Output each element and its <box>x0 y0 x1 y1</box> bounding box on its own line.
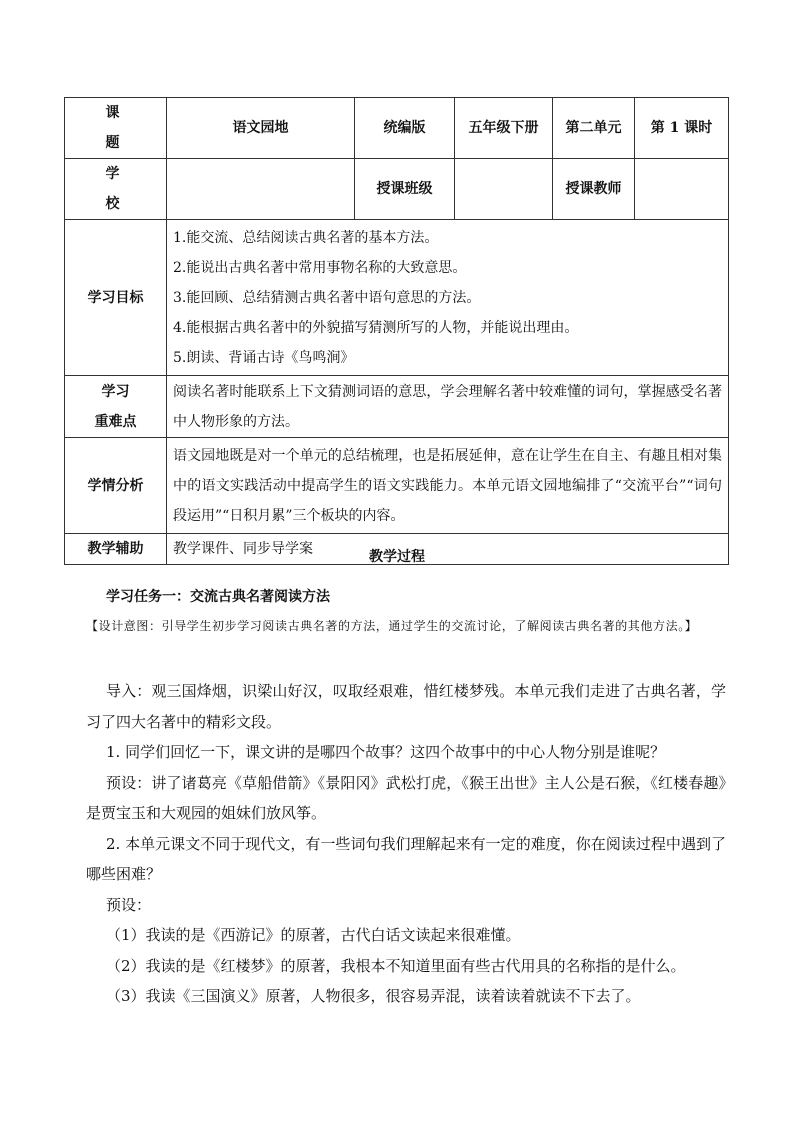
paragraph-answer-3: （3）我读《三国演义》原著，人物很多，很容易弄混，读着读着就读不下去了。 <box>106 987 641 1005</box>
paragraph-intro: 导入：观三国烽烟，识梁山好汉，叹取经艰难，惜红楼梦残。本单元我们走进了古典名著，学习了四大名著中的精彩文段。 <box>86 682 726 731</box>
goals-content <box>167 220 729 376</box>
aids-text: 教学课件、同步导学案 <box>167 534 729 565</box>
school-label: 学 校 <box>65 159 167 220</box>
grade-value: 五年级下册 <box>455 98 553 159</box>
key-points-label-line1: 学习 <box>101 383 130 400</box>
table-row-topic <box>65 98 729 159</box>
goal-item-2: 2.能说出古典名著中常用事物名称的大致意思。 <box>173 259 467 276</box>
design-intent: 【设计意图：引导学生初步学习阅读古典名著的方法，通过学生的交流讨论，了解阅读古典名著的其他方法。】 <box>86 619 698 633</box>
class-value <box>455 159 553 220</box>
paragraph-answer-1: （1）我读的是《西游记》的原著，古代白话文读起来很难懂。 <box>106 926 521 944</box>
lesson-info-table <box>64 97 729 565</box>
goal-item-3: 3.能回顾、总结猜测古典名著中语句意思的方法。 <box>173 289 481 306</box>
key-points-label-line2: 重难点 <box>94 413 137 430</box>
paragraph-question-1: 1. 同学们回忆一下，课文讲的是哪四个故事？这四个故事中的中心人物分别是谁呢？ <box>106 743 666 761</box>
task1-title: 学习任务一：交流古典名著阅读方法 <box>106 589 330 605</box>
topic-label: 课 题 <box>65 98 167 159</box>
analysis-label: 学情分析 <box>65 438 167 534</box>
table-row-analysis <box>65 438 729 534</box>
table-row-school <box>65 159 729 220</box>
topic-value: 语文园地 <box>167 98 355 159</box>
lesson-value: 第 1 课时 <box>635 98 729 159</box>
teacher-label: 授课教师 <box>553 159 635 220</box>
analysis-text: 语文园地既是对一个单元的总结梳理，也是拓展延伸，意在让学生在自主、有趣且相对集中的语文实践活动中提高学生的语文实践能力。本单元语文园地编排了“交流平台”“词句段运用”“日积月累”三个板块的内容。 <box>167 438 729 534</box>
table-row-goals <box>65 220 729 376</box>
paragraph-preset-1: 预设：讲了诸葛亮《草船借箭》《景阳冈》武松打虎，《猴王出世》主人公是石猴，《红楼春趣》是贾宝玉和大观园的姐妹们放风筝。 <box>86 773 726 822</box>
edition-value: 统编版 <box>355 98 455 159</box>
goal-item-5: 5.朗读、背诵古诗《鸟鸣涧》 <box>173 349 355 366</box>
class-label: 授课班级 <box>355 159 455 220</box>
goals-label: 学习目标 <box>65 220 167 376</box>
paragraph-answer-2: （2）我读的是《红楼梦》的原著，我根本不知道里面有些古代用具的名称指的是什么。 <box>106 956 686 975</box>
aids-label: 教学辅助 <box>65 534 167 565</box>
goal-item-1: 1.能交流、总结阅读古典名著的基本方法。 <box>173 229 439 246</box>
process-title: 教学过程 <box>369 549 425 565</box>
process-body <box>86 676 726 1012</box>
paragraph-preset-label: 预设： <box>106 895 152 914</box>
goal-item-4: 4.能根据古典名著中的外貌描写猜测所写的人物，并能说出理由。 <box>173 319 579 336</box>
teacher-value <box>635 159 729 220</box>
table-row-key-points <box>65 376 729 438</box>
unit-value: 第二单元 <box>553 98 635 159</box>
key-points-label <box>65 376 167 438</box>
school-value <box>167 159 355 220</box>
paragraph-question-2: 2. 本单元课文不同于现代文，有一些词句我们理解起来有一定的难度，你在阅读过程中遇到了哪些困难？ <box>86 834 726 883</box>
key-points-text: 阅读名著时能联系上下文猜测词语的意思，学会理解名著中较难懂的词句，掌握感受名著中人物形象的方法。 <box>167 376 729 438</box>
